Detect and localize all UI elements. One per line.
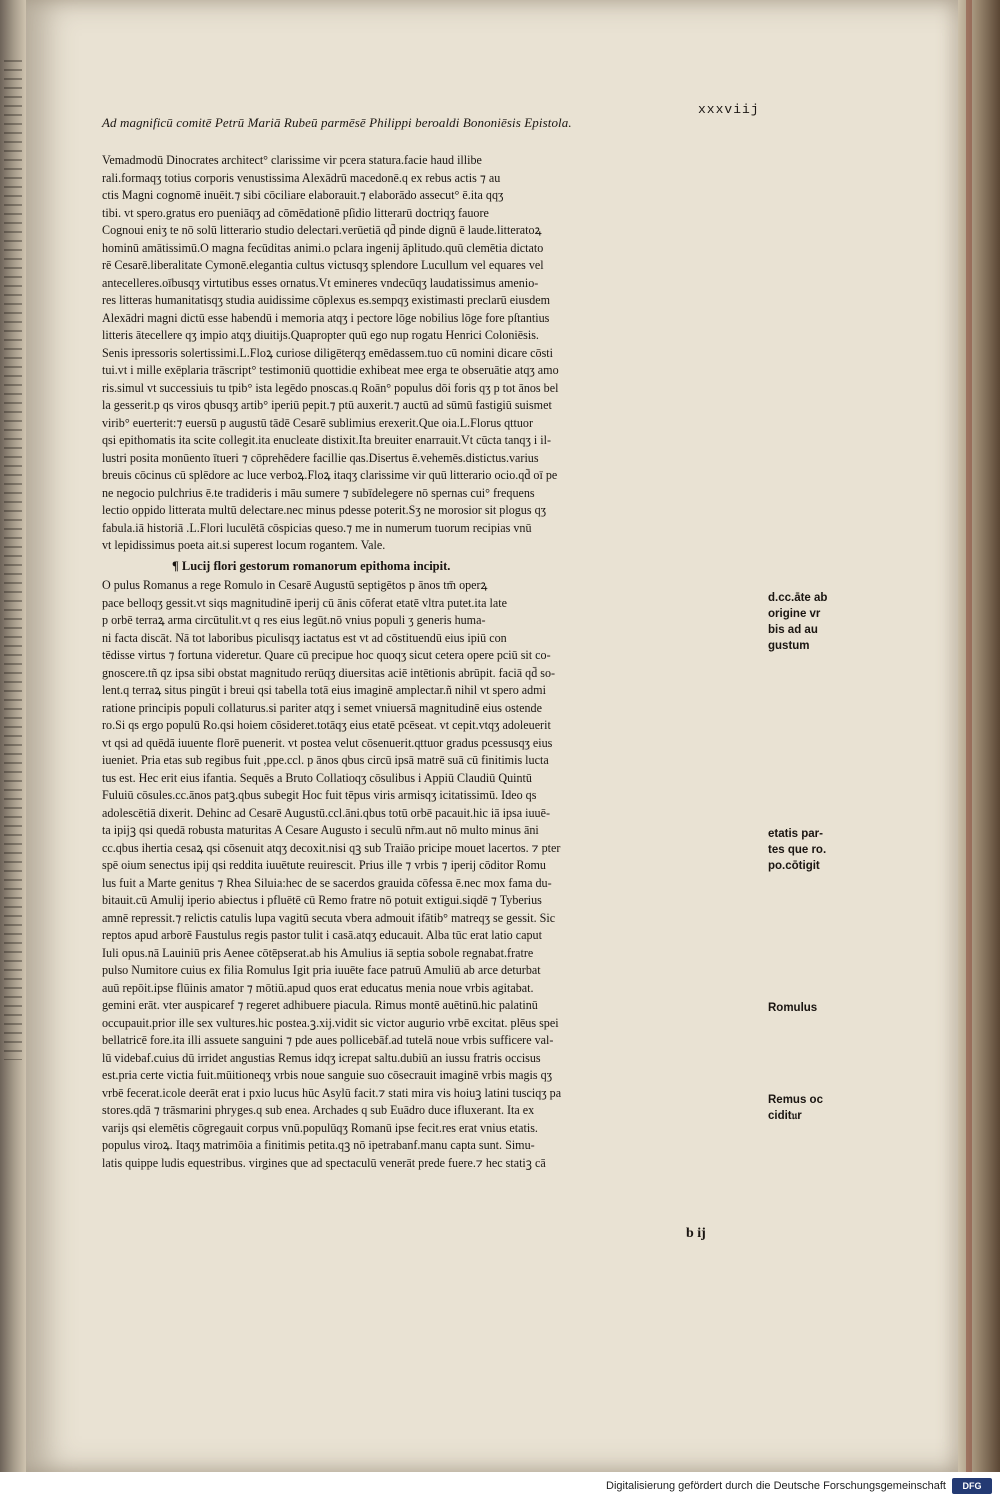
book-page bbox=[26, 0, 958, 1472]
history-line: pace belloqʒ gessit.vt siqs magnitudinē iperij cū ānis cōferat etatē vltra putet.ita late bbox=[102, 595, 507, 610]
history-line: vt qsi ad quēdā iuuente florē puenerit. vt postea velut cōsenuerit.qttuor gradus pcessusqʒ eius bbox=[102, 735, 553, 750]
epistle-line: hominū amātissimū.O magna fecūditas animi.o pclara ingenij āplitudo.quū clemētia dictato bbox=[102, 240, 544, 255]
history-line: Iuli opus.nā Lauiniū pris Aenee cōtēpserat.ab his Amulius iā septia sobole regnabat.fratre bbox=[102, 945, 534, 960]
epistle-line: vt lepidissimus poeta ait.si superest locum rogantem. Vale. bbox=[102, 538, 386, 552]
epistle-line: fabula.iā historiā .L.Flori luculētā cōspicias queso.⁊ me in numerum tuorum recipias vnū bbox=[102, 520, 532, 535]
dfg-logo: DFG bbox=[952, 1478, 992, 1494]
history-line: auū repōit.ipse flūinis amator ⁊ mōtiū.apud quos erat educatus menia noue vrbis agitabat. bbox=[102, 980, 534, 995]
history-line: lus fuit a Marte genitus ⁊ Rhea Siluia:hec de se sacerdos grauida cōfessa ē.nec mox fama du- bbox=[102, 875, 552, 890]
folio-number: xxxviij bbox=[698, 102, 760, 117]
epistle-line: rē Cesarē.liberalitate Cymonē.elegantia cultus victusqʒ splendore Lucullum vel equares vel bbox=[102, 258, 544, 272]
epistle-line: rali.formaqʒ totius corporis venustissima Alexādrū macedonē.q ex rebus actis ⁊ au bbox=[102, 170, 501, 185]
history-line: amnē repressit.⁊ relictis catulis lupa vagitū secuta vbera admouit ifātib° matreqʒ se gessit. Sic bbox=[102, 910, 556, 925]
epistle-line: Alexādri magni dictū esse habendū i memoria atqʒ i pectore lōge nobilius lōge fore pſtantius bbox=[102, 310, 550, 325]
history-line: iueniet. Pria etas sub regibus fuit ,ppe.ccl. p ānos qbus circū ipsā matrē suā cū finitimis lucta bbox=[102, 753, 549, 767]
epistle-line: lectio oppido litterata multū delectare.nec minus pdesse poterit.Sʒ ne morosior sit plogus qʒ bbox=[102, 503, 547, 517]
epistle-line: la gesserit.p qs viros qbusqʒ artib° iperiū pepit.⁊ ptū auxerit.⁊ auctū ad sūmū fastigiū suismet bbox=[102, 398, 552, 412]
margin-note-romulus: Romulus bbox=[768, 1002, 818, 1014]
history-line: Fuluiū cōsules.cc.ānos patꝫ.qbus subegit Hoc fuit tēpus viris armisqʒ icitatissimū. Ideo qs bbox=[102, 788, 537, 802]
epistle-line: virib° euerterit:⁊ euersū p augustū tādē Cesarē sublimius erexerit.Que oia.L.Florus qttuor bbox=[102, 415, 533, 430]
epistle-line: res litteras humanitatisqʒ studia auidissime cōplexus es.sempqʒ existimasti preclarū eiusdem bbox=[102, 293, 551, 307]
epistle-line: qsi epithomatis ita scite collegit.ita enucleate distixit.Ita breuiter enarrauit.Vt cūcta tanqʒ i il- bbox=[102, 433, 551, 447]
history-line: populus viroꝝ. Itaqʒ matrimōia a finitimis petita.qꝫ nō ipetrabanf.manu capta sunt. Simu- bbox=[102, 1138, 535, 1152]
history-text bbox=[102, 577, 762, 1172]
funding-credit: Digitalisierung gefördert durch die Deutsche Forschungsgemeinschaft bbox=[606, 1480, 946, 1492]
main-text-column bbox=[102, 152, 762, 1172]
margin-note-age: d.cc.āte ab origine vr bis ad au gustum bbox=[768, 592, 828, 652]
history-line: reptos apud arborē Faustulus regis pastor tulit i casā.atqʒ educauit. Alba tūc erat latio caput bbox=[102, 928, 542, 942]
epistle-line: Senis ipressoris solertissimi.L.Floꝝ curiose diligēterqʒ emēdassem.tuo cū nomini dicare cōsti bbox=[102, 345, 554, 360]
history-line: varijs qsi elemētis cōgregauit corpus vnū.populūqʒ Romanū ipse fecit.res erat vnius etatis. bbox=[102, 1120, 538, 1135]
history-line: vrbē fecerat.icole deerāt erat i pxio lucus hūc Asylū facit.⁊ stati mira vis hoiuꝫ latini tusciqʒ pa bbox=[102, 1085, 562, 1100]
history-line: bitauit.cū Amulij iperio abiectus i pfluētē cū Remo fratre nō potuit extigui.siqdē ⁊ Tyberius bbox=[102, 893, 542, 907]
facing-page-edge bbox=[0, 0, 26, 1472]
epistle-line: litteris ātecellere qʒ impio atqʒ diuitijs.Quapropter quū ego nup rogatu Henrici Coloniēsis. bbox=[102, 328, 539, 342]
facing-page-text-edge bbox=[4, 60, 22, 1060]
epistle-line: Vemadmodū Dinocrates architect° clarissime vir pcera statura.facie haud illibe bbox=[102, 153, 482, 167]
margin-note-ages-of-people: etatis par- tes que ro. po.cōtigit bbox=[768, 828, 827, 872]
history-line: gemini erāt. vter auspicaref ⁊ regeret adhibuere piacula. Rimus montē auētinū.hic palatinū bbox=[102, 998, 538, 1012]
epistle-line: ctis Magni cognomē inuēit.⁊ sibi cōciliare elaborauit.⁊ elaborādo assecut° ē.ita qqʒ bbox=[102, 188, 504, 202]
binding-strip bbox=[966, 0, 972, 1472]
history-line: spē oium senectus ipij qsi reddita iuuētute reuirescit. Prius ille ⁊ vrbis ⁊ iperij cōditor Romu bbox=[102, 858, 546, 872]
history-line: gnoscere.tñ qz ipsa sibi obstat magnitudo rerūqʒ diuersitas aciē intētionis abrūpit. faciā qd̄ so- bbox=[102, 665, 556, 680]
history-line: tus est. Hec erit eius ifantia. Sequēs a Bruto Collatioqʒ cōsulibus i Appiū Claudiū Quintū bbox=[102, 770, 532, 785]
history-line: est.pria certe victia fuit.mūitioneqʒ vrbis noue sanguie suo cōsecrauit imaginē vrbis magis qʒ bbox=[102, 1068, 553, 1082]
footer-bar bbox=[0, 1472, 1000, 1500]
epistle-line: tibi. vt spero.gratus ero pueniāqʒ ad cōmēdationē pſidio litterarū doctriqʒ fauore bbox=[102, 205, 489, 220]
history-line: lū videbaf.cuius dū irridet angustias Remus idqʒ icrepat saltu.dubiū an iussu fratris occisus bbox=[102, 1050, 541, 1065]
epistle-line: Cognoui eniʒ te nō solū litterario studio delectari.verūetiā qd̄ pinde dignū ē laude.litteratoꝝ bbox=[102, 223, 542, 237]
epistle-line: antecelleres.oībusqʒ virtutibus esses ornatus.Vt emineres vndecūqʒ laudatissimus amenio- bbox=[102, 275, 539, 290]
epistle-line: breuis cōcinus cū splēdore ac luce verboꝝ.Floꝝ itaqʒ clarissime vir quū litterario ocio.qd̄ oī pe bbox=[102, 468, 558, 482]
history-line: ta ipijꝫ qsi quedā robusta maturitas A Cesare Augusto i seculū nr̄m.aut nō multo minus āni bbox=[102, 823, 539, 837]
incipit-line: ¶ Lucij flori gestorum romanorum epithoma incipit. bbox=[172, 558, 451, 573]
history-line: adolescētiā dixerit. Dehinc ad Cesarē Augustū.ccl.āni.qbus totū orbē pacauit.hic iā ipsa iuuē- bbox=[102, 805, 550, 820]
epistle-line: lustri posita monūento ītueri ⁊ cōprehēdere facillie qas.Disertus ē.vehemēs.distictus.varius bbox=[102, 450, 539, 465]
epistle-heading: Ad magnificū comitē Petrū Mariā Rubeū parmēsē Philippi beroaldi Bononiēsis Epistola. bbox=[102, 115, 572, 130]
signature-mark: b ij bbox=[686, 1226, 706, 1241]
epistle-line: ne negocio pulchrius ē.te tradideris i māu sumere ⁊ subīdelegere nō spernas cui° frequens bbox=[102, 485, 535, 500]
epistle-text bbox=[102, 152, 762, 555]
history-line: latis quippe ludis equestribus. virgines que ad spectaculū venerāt prede fuere.⁊ hec statiꝫ cā bbox=[102, 1155, 546, 1170]
history-line: ratione principis populi collaturus.si pariter atqʒ i semet vniuersā magnitudinē eius ostende bbox=[102, 700, 542, 715]
history-line: ro.Si qs ergo populū Ro.qsi hoiem cōsideret.totāqʒ eius etatē pcēseat. vt cepit.vtqʒ adoleuerit bbox=[102, 718, 551, 732]
history-line: bellatricē fore.ita illi assuete sanguini ⁊ pde aues pollicebāf.ad tutelā noue vrbis sufficere val- bbox=[102, 1033, 554, 1047]
epistle-line: tui.vt i mille exēplaria trāscript° testimoniū quottidie exhibeat mee erga te obseruātie atqʒ amo bbox=[102, 363, 559, 377]
history-line: pulso Numitore cuius ex filia Romulus Igit pria iuuēte face patruū Amuliū ab arce deturbat bbox=[102, 963, 541, 977]
history-line: occupauit.prior ille sex vultures.hic postea.ꝫ.xij.vidit sic victor augurio vrbē excitat. plēus spei bbox=[102, 1015, 559, 1030]
history-line: stores.qdā ⁊ trāsmarini phryges.q sub enea. Archades q sub Euādro duce ifluxerant. Ita ex bbox=[102, 1103, 535, 1117]
history-line: lent.q terraꝝ situs pingūt i breui qsi tabella totā eius imaginē amplectar.ñ nihil vt spero admi bbox=[102, 683, 546, 697]
epistle-line: ris.simul vt successiuis tu tpib° ista legēdo pnoscas.q Roān° populus dōi foris qʒ p tot ānos bel bbox=[102, 380, 559, 395]
history-line: O pulus Romanus a rege Romulo in Cesarē Augustū septigētos p ānos tm̄ operꝝ bbox=[102, 578, 488, 592]
history-line: cc.qbus ihertia cesaꝝ qsi cōsenuit atqʒ decoxit.nisi qꝫ sub Traiāo pricipe mouet lacertos. ⁊ pter bbox=[102, 840, 561, 855]
book-fore-edge bbox=[958, 0, 1000, 1472]
history-line: tēdisse virtus ⁊ fortuna videretur. Quare cū precipue hoc quoqʒ sicut cetera opere pciū sit co- bbox=[102, 648, 551, 662]
history-line: ni facta discāt. Nā tot laboribus piculisqʒ iactatus est vt ad cōstituendū eius ipiū con bbox=[102, 630, 507, 645]
margin-note-remus: Remus oc cidit𝔲r bbox=[768, 1094, 823, 1122]
history-line: p orbē terraꝝ arma circūtulit.vt q res eius legūt.nō vnius populi ʒ generis huma- bbox=[102, 613, 486, 627]
